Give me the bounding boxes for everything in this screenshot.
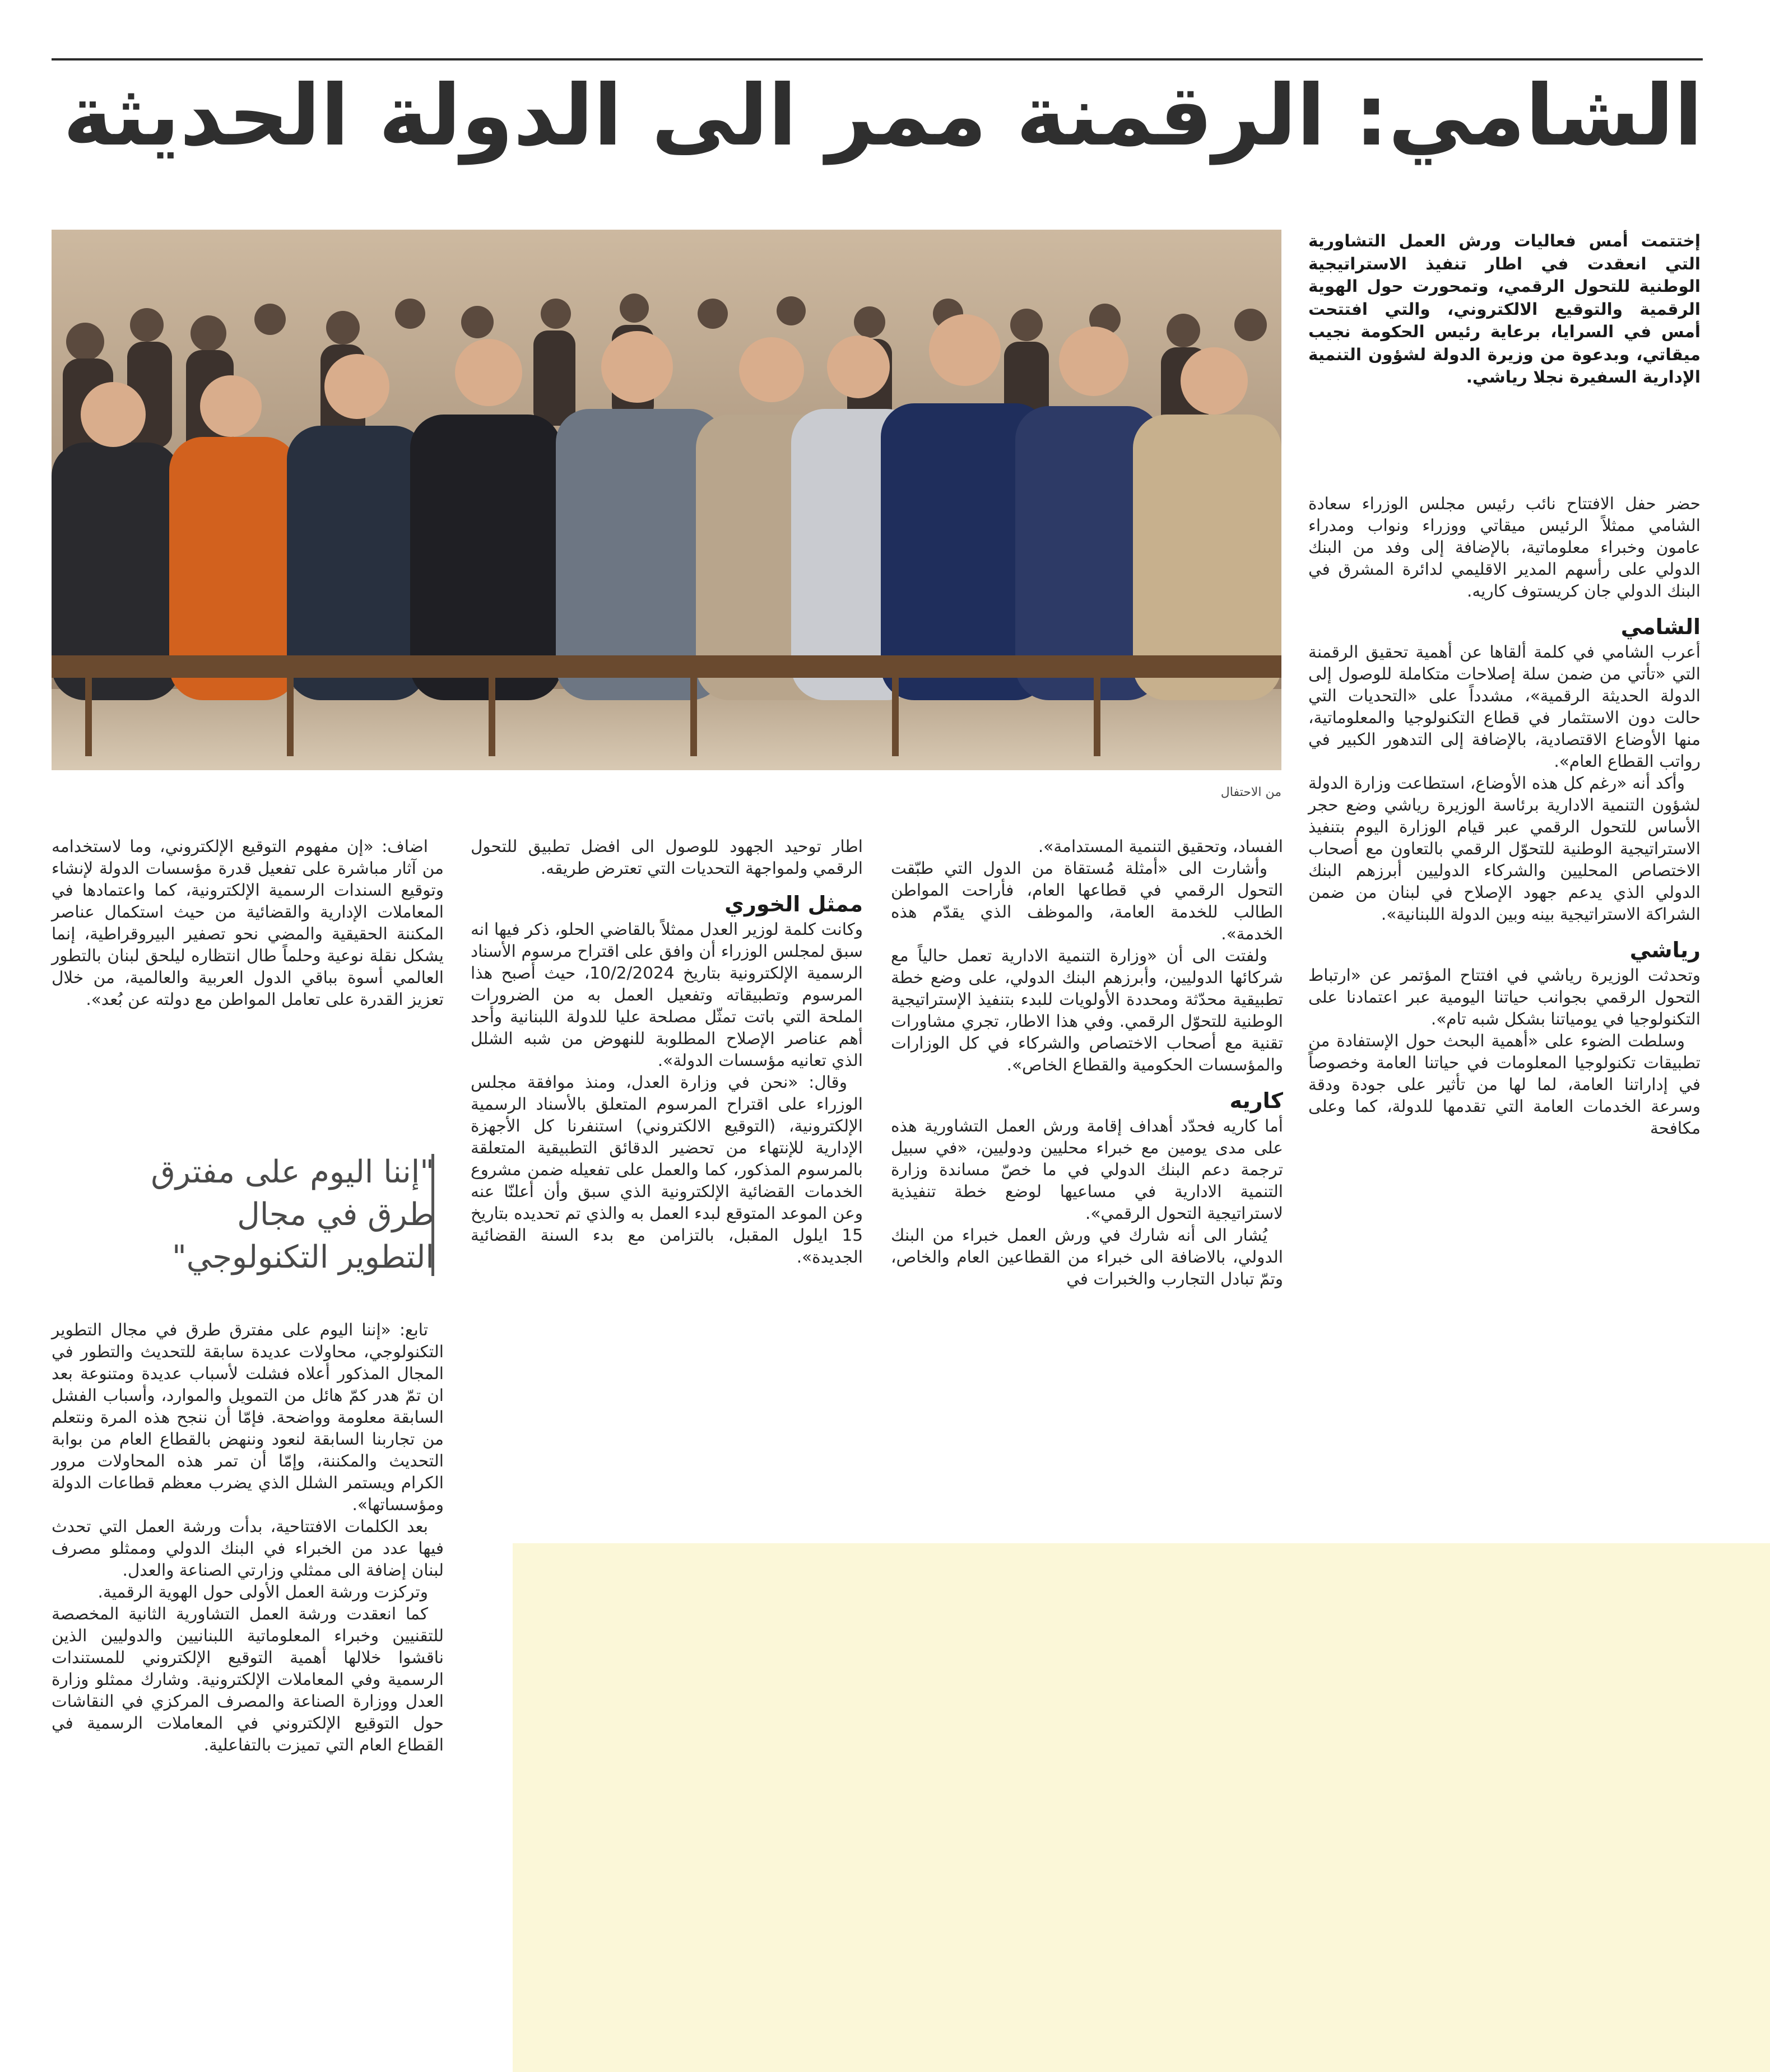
col3-p3: وقال: «نحن في وزارة العدل، ومنذ موافقة مجلس الوزراء على اقتراح المرسوم المتعلق بالأسناد الرسمية الإلكترونية، (التوقيع الالكتروني) استنفرنا كل الأجهزة الإدارية للإنتهاء من تحضير الدقائق التطبيقية المتعلقة بالمرسوم المذكور، كما والعمل على تفعيله ضمن مشروع الخدمات القضائية الإلكترونية الذي سبق وأن أعلنّا عنه وعن الموعد المتوقع لبدء العمل به والذي تم تحديده بتاريخ 15 ايلول المقبل، بالتزامن مع بدء السنة القضائية الجديدة». [471, 1073, 863, 1267]
col1-p3: وتحدثت الوزيرة رياشي في افتتاح المؤتمر عن «ارتباط التحول الرقمي بجوانب حياتنا اليومية عبر اعتمادنا على التكنولوجيا في يومياتنا بشكل شبه تام». [1308, 966, 1701, 1028]
col1-p2: وأكد أنه «رغم كل هذه الأوضاع، استطاعت وزارة الدولة لشؤون التنمية الادارية برئاسة الوزيرة رياشي وضع حجر الأساس للتحول الرقمي عبر قيام الوزارة اليوم بتنفيذ الاستراتيجية الوطنية للتحوّل الرقمي بالتعاون مع أصحاب الاختصاص المحليين والشركاء الدوليين أبرزهم البنك الدولي الذي يدعم جهود الإصلاح في لبنان من ضمن الشراكة الاستراتيجية بينه وبين الدولة اللبنانية». [1308, 774, 1701, 924]
photo-illustration-icon [52, 230, 1281, 770]
lead-paragraph [1308, 230, 1701, 389]
col4-p1: اضاف: «إن مفهوم التوقيع الإلكتروني، وما لاستخدامه من آثار مباشرة على تفعيل قدرة مؤسسات الدولة لإنشاء وتوقيع السندات الرسمية الإلكترونية، كما واعتمادها في المعاملات الإدارية والقضائية من حيث استكمال عناصر المكننة الحقيقية والمضي نحو تصفير البيروقراطية، إنما يشكل نقلة نوعية وحلماً طال انتظاره ليلحق لبنان بالتطور العالمي أسوة بباقي الدول العربية والعالمية، من خلال تعزيز القدرة على تعامل المواطن مع دولته عن بُعد». [52, 837, 444, 1009]
col4-p2: تابع: «إننا اليوم على مفترق طرق في مجال التطوير التكنولوجي، محاولات عديدة سابقة للتحديث والتطور في المجال المذكور أعلاه فشلت لأسباب عديدة ومتنوعة بعد ان تمّ هدر كمّ هائل من التمويل والموارد، وأسباب الفشل السابقة معلومة وواضحة. فإمّا أن ننجح هذه المرة ونتعلم من تجاربنا السابقة لنعود وننهض بالقطاع العام من بوابة التحديث والمكننة، وإمّا أن تمر هذه المحاولات مرور الكرام ويستمر الشلل الذي يضرب معظم قطاعات الدولة ومؤسساتها». [52, 1320, 444, 1514]
photo-caption: من الاحتفال [1220, 785, 1281, 799]
col3-p1: اطار توحيد الجهود للوصول الى افضل تطبيق للتحول الرقمي ولمواجهة التحديات التي تعترض طريقه. [471, 837, 863, 878]
col4-p3: بعد الكلمات الافتتاحية، بدأت ورشة العمل التي تحدث فيها عدد من الخبراء في البنك الدولي وممثلو مصرف لبنان إضافة الى ممثلي وزارتي الصناعة والعدل. [52, 1517, 444, 1580]
column-1 [1308, 493, 1701, 1139]
col4-p5: كما انعقدت ورشة العمل التشاورية الثانية المخصصة للتقنيين وخبراء المعلوماتية اللبنانيين والدوليين الذين ناقشوا خلالها أهمية التوقيع الإلكتروني للمستندات الرسمية وفي المعاملات الإلكترونية. وشارك ممثلو وزارة العدل ووزارة الصناعة والمصرف المركزي في النقاشات حول التوقيع الإلكتروني في المعاملات الرسمية في القطاع العام التي تميزت بالتفاعلية. [52, 1604, 444, 1754]
conference-audience-photo [52, 230, 1281, 770]
col2-p4: أما كاريه فحدّد أهداف إقامة ورش العمل التشاورية هذه على مدى يومين مع خبراء محليين ودوليين، «في سبيل ترجمة دعم البنك الدولي في ما خصّ مساندة وزارة التنمية الادارية في مساعيها لوضع خطة تنفيذية لاستراتيجية التحول الرقمي». [891, 1116, 1283, 1223]
subhead-khoury: ممثل الخوري [724, 892, 863, 916]
col1-p1: أعرب الشامي في كلمة ألقاها عن أهمية تحقيق الرقمنة التي «تأتي من ضمن سلة إصلاحات متكاملة للوصول إلى الدولة الحديثة الرقمية»، مشدداً على «التحديات التي حالت دون الاستثمار في قطاع التكنولوجيا والمعلوماتية، منها الأوضاع الاقتصادية، بالإضافة إلى التدهور الكبير في رواتب القطاع العام». [1308, 642, 1701, 771]
column-2 [891, 836, 1283, 1290]
column-3 [471, 836, 863, 1268]
col4-p4: وتركزت ورشة العمل الأولى حول الهوية الرقمية. [97, 1582, 428, 1601]
column-4-top [52, 836, 444, 1011]
col2-p2: وأشارت الى «أمثلة مُستقاة من الدول التي طبّقت التحول الرقمي في قطاعها العام، فأراحت المواطن الطالب للخدمة العامة، والموظف الذي يقدّم هذه الخدمة». [891, 859, 1283, 943]
subhead-carre: كاريه [1229, 1088, 1283, 1113]
subhead-riachi: رياشي [1629, 938, 1701, 962]
headline: الشامي: الرقمنة ممر الى الدولة الحديثة [63, 67, 1703, 165]
pull-quote: "إننا اليوم على مفترق طرق في مجال التطوير التكنولوجي" [151, 1154, 434, 1275]
col2-p3: ولفتت الى أن «وزارة التنمية الادارية تعمل حالياً مع شركائها الدوليين، وأبرزهم البنك الدولي، على وضع خطة تطبيقية محدّثة ومحددة الأولويات للبدء بتنفيذ الإستراتيجية الوطنية للتحوّل الرقمي. وفي هذا الاطار، تجري مشاورات تقنية مع أصحاب الاختصاص والشركاء في كل الوزارات والمؤسسات الحكومية والقطاع الخاص». [891, 946, 1283, 1074]
col2-p5: يُشار الى أنه شارك في ورش العمل خبراء من البنك الدولي، بالاضافة الى خبراء من القطاعين العام والخاص، وتمّ تبادل التجارب والخبرات في [891, 1226, 1283, 1288]
col1-p4: وسلطت الضوء على «أهمية البحث حول الإستفادة من تطبيقات تكنولوجيا المعلومات في حياتنا العامة وخصوصاً في إداراتنا العامة، لما لها من تأثير على جودة ودقة وسرعة الخدمات العامة التي تقدمها للدولة، كما وعلى مكافحة [1308, 1031, 1701, 1138]
column-4-bottom [52, 1319, 444, 1756]
lead-text: إختتمت أمس فعاليات ورش العمل التشاورية التي انعقدت في اطار تنفيذ الاستراتيجية الوطنية للتحول الرقمي، وتمحورت حول الهوية الرقمية والتوقيع الالكتروني، والتي افتتحت أمس في السرايا، برعاية رئيس الحكومة نجيب ميقاتي، وبدعوة من وزيرة الدولة لشؤون التنمية الإدارية السفيرة نجلا رياشي. [1308, 231, 1701, 387]
blank-ad-area [513, 1543, 1770, 2072]
top-rule [52, 58, 1703, 60]
col2-p1: الفساد، وتحقيق التنمية المستدامة». [1038, 837, 1283, 856]
col1-intro: حضر حفل الافتتاح نائب رئيس مجلس الوزراء سعادة الشامي ممثلاً الرئيس ميقاتي ووزراء ونواب ومدراء عامون وخبراء معلوماتية، بالإضافة إلى وفد من البنك الدولي على رأسهم المدير الاقليمي لدائرة المشرق في البنك الدولي جان كريستوف كاريه. [1308, 494, 1701, 600]
subhead-shami: الشامي [1620, 614, 1701, 639]
col3-p2: وكانت كلمة لوزير العدل ممثلاً بالقاضي الحلو، ذكر فيها انه سبق لمجلس الوزراء أن وافق على اقتراح مرسوم الأسناد الرسمية الإلكترونية بتاريخ 10/2/2024، حيث أصبح هذا المرسوم وتطبيقاته وتفعيل العمل به من الضرورات الملحة التي باتت تمثّل مصلحة عليا للدولة اللبنانية وأحد أهم عناصر الإصلاح المطلوبة للنهوض من شبه الشلل الذي تعانيه مؤسسات الدولة». [471, 920, 863, 1070]
